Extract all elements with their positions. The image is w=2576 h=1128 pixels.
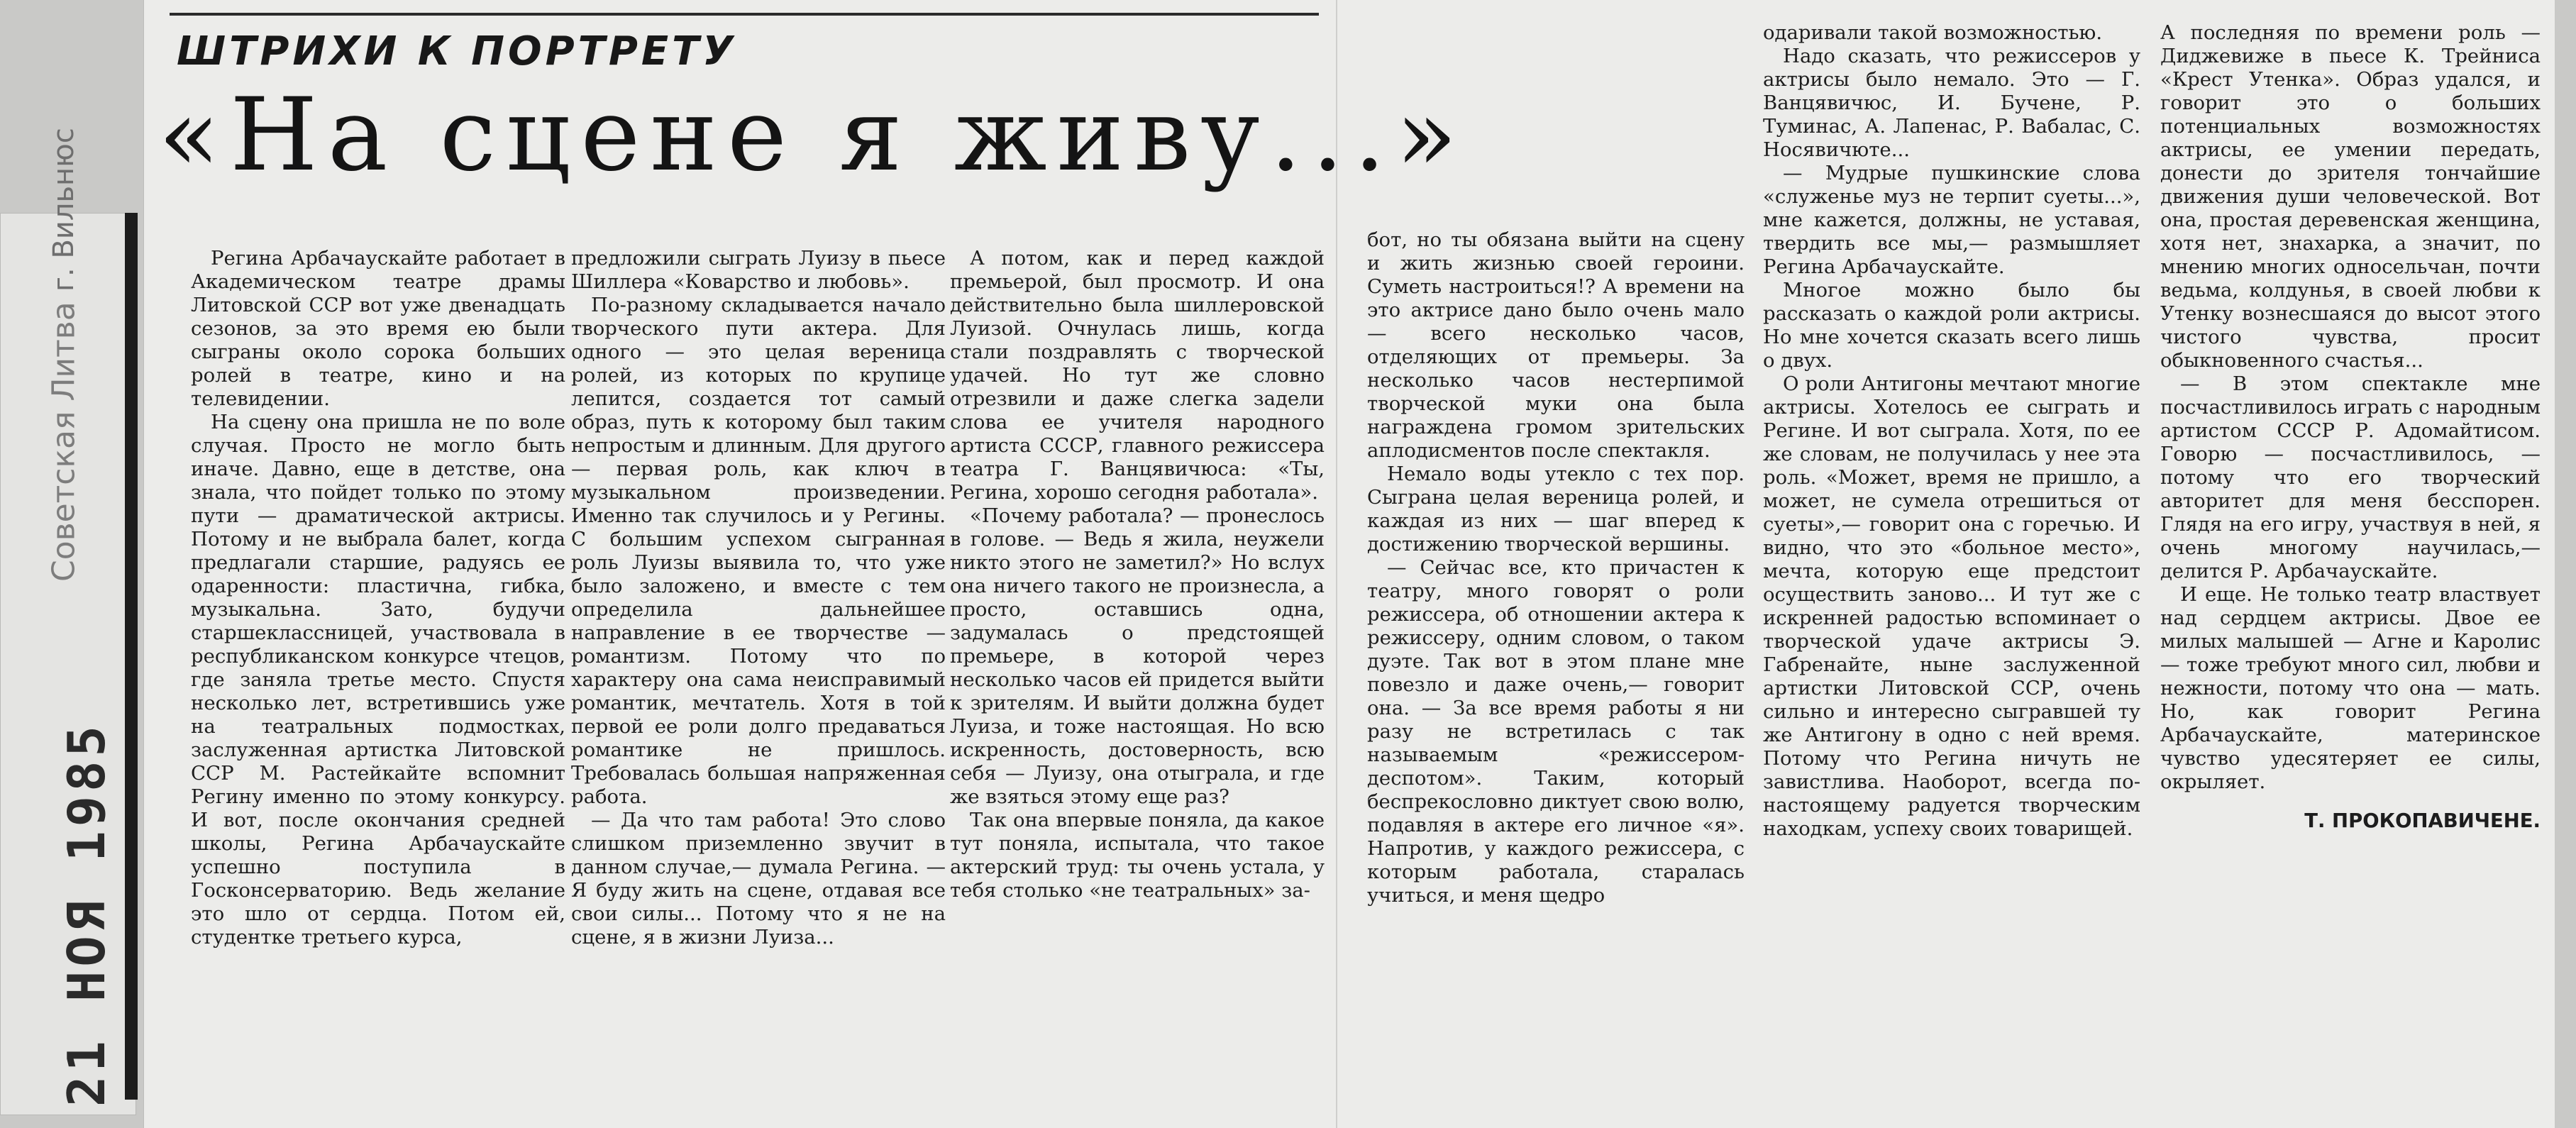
article-rubric: ШТРИХИ К ПОРТРЕТУ (177, 28, 737, 74)
publication-name: Советская Литва (45, 302, 82, 582)
paragraph: А последняя по времени роль — Диджевижe в пьесе К. Трейниса «Крест Утенка». Образ удался, и говорит это о больших потенциальных возможностях актрисы, ее умении передать, донести до зрителя тончайшие движения души человеческой. Вот она, простая деревенская женщина, хотя нет, знахарка, а значит, по мнению многих односельчан, почти ведьма, колдунья, в своей любви к Утенку вознесшаяся до высот этого чистого чувства, просит обыкновенного счастья... (2160, 21, 2541, 372)
paragraph: Так она впервые поняла, да какое тут поняла, испытала, что такое актерский труд: ты очень устала, у тебя столько «не театральных» за- (950, 809, 1325, 902)
paragraph: Многое можно было бы рассказать о каждой роли актрисы. Но мне хочется сказать всего лишь о двух. (1763, 279, 2140, 372)
paragraph: — Да что там работа! Это слово слишком приземленно звучит в данном случае,— думала Регина. — Я буду жить на сцене, отдавая все свои силы... Потому что я не на сцене, я в жизни Луиза... (571, 809, 946, 949)
paragraph: О роли Антигоны мечтают многие актрисы. Хотелось ее сыграть и Регине. И вот сыграла. Хотя, по ее же словам, не получилась у нее эта роль. «Может, время не пришло, а может, не сумела отрешиться от суеты»,— говорит она с горечью. И видно, что это «больное место», мечта, которую еще предстоит осуществить заново... И тут же с искренней радостью вспоминает о творческой удаче актрисы Э. Габренайте, ныне заслуженной артистки Литовской ССР, очень сильно и интересно сыгравшей ту же Антигону в одно с ней время. Потому что Регина ничуть не завистлива. Наоборот, всегда по-настоящему радуется творческим находкам, успеху своих товарищей. (1763, 372, 2140, 840)
text-column-4 (1367, 228, 1745, 1124)
text-column-1 (191, 247, 565, 1124)
paragraph: «Почему работала? — пронеслось в голове. — Ведь я жила, неужели никто этого не заметил?» Но вслух она ничего такого не произнесла, а просто, оставшись одна, задумалась о предстоящей премьере, в которой через несколько часов ей придется выйти к зрителям. И выйти должна будет Луиза, и тоже настоящая. Но всю искренность, достоверность, всю себя — Луизу, она отыграла, и где же взяться этому еще раз? (950, 504, 1325, 808)
paragraph: одаривали такой возможностью. (1763, 21, 2103, 44)
clipping-divider-line (125, 213, 138, 1100)
paragraph: Немало воды утекло с тех пор. Сыграна целая вереница ролей, и каждая из них — шаг вперед к достижению творческой вершины. (1367, 463, 1745, 555)
author-signature: Т. ПРОКОПАВИЧЕНЕ. (2304, 809, 2541, 832)
paragraph: — Сейчас все, кто причастен к театру, много говорят о роли режиссера, об отношении актера к режиссеру, одним словом, о таком дуэте. Так вот в этом плане мне повезло и даже очень,— говорит она. — За все время работы я ни разу не встретилась с так называемым «режиссером-деспотом». Таким, который беспрекословно диктует свою волю, подавляя в актере его личное «я». Напротив, у каждого режиссера, с которым работала, старалась учиться, и меня щедро (1367, 556, 1745, 907)
text-column-6 (2160, 21, 2541, 1124)
paragraph: А потом, как и перед каждой премьерой, был просмотр. И она действительно была шиллеровской Луизой. Очнулась лишь, когда стали поздравлять с творческой удачей. Но тут же словно отрезвили и даже слегка задели слова ее учителя народного артиста СССР, главного режиссера театра Г. Ванцявичюса: «Ты, Регина, хорошо сегодня работала». (950, 247, 1325, 504)
newspaper-article (143, 0, 2555, 1128)
publication-label (14, 128, 114, 582)
rubric-rule (170, 13, 1319, 16)
paragraph: — Мудрые пушкинские слова «служенье муз не терпит суеты...», мне кажется, должны, не уставая, твердить все мы,— размышляет Регина Арбачаускайте. (1763, 162, 2140, 278)
paragraph: Надо сказать, что режиссеров у актрисы было немало. Это — Г. Ванцявичюс, И. Бучене, Р. Туминас, А. Лапенас, Р. Вабалас, С. Носявичюте... (1763, 45, 2140, 161)
text-column-3 (950, 247, 1325, 1124)
paragraph: бот, но ты обязана выйти на сцену и жить жизнью своей героини. Суметь настроиться!? А времени на это актрисе дано было очень мало — всего несколько часов, отделяющих от премьеры. За несколько часов нестерпимой творческой муки она была награждена громом зрительских аплодисментов после спектакля. (1367, 228, 1745, 462)
paragraph: На сцену она пришла не по воле случая. Просто не могло быть иначе. Давно, еще в детстве, она знала, что пойдет только по этому пути — драматической актрисы. Потому и не выбрала балет, когда предлагали старшие, радуясь ее одаренности: пластична, гибка, музыкальна. Зато, будучи старшеклассницей, участвовала в республиканском конкурсе чтецов, где заняла третье место. Спустя несколько лет, встретившись уже на театральных подмостках, заслуженная артистка Литовской ССР М. Растейкайте вспомнит Регину именно по этому конкурсу. И вот, после окончания средней школы, Регина Арбачаускайте успешно поступила в Госконсерваторию. Ведь желание это шло от сердца. Потом ей, студентке третьего курса, (191, 411, 565, 949)
date-stamp: 21 НОЯ 1985 (57, 721, 116, 1107)
paragraph: Регина Арбачаускайте работает в Академическом театре драмы Литовской ССР вот уже двенадцать сезонов, за это время ею были сыграны около сорока больших ролей в театре, кино и на телевидении. (191, 247, 565, 410)
article-header (144, 0, 1467, 241)
article-headline: «На сцене я живу...» (158, 77, 1467, 194)
paragraph: — В этом спектакле мне посчастливилось играть с народным артистом СССР Р. Адомайтисом. Говорю — посчастливилось, — потому что его творческий авторитет для меня бесспорен. Глядя на его игру, участвуя в ней, я очень многому научилась,— делится Р. Арбачаускайте. (2160, 372, 2541, 582)
paragraph: предложили сыграть Луизу в пьесе Шиллера «Коварство и любовь». (571, 247, 946, 293)
paragraph: По-разному складывается начало творческого пути актера. Для одного — это целая вереница ролей, из которых по крупице лепится, создается тот самый образ, путь к которому был таким непростым и длинным. Для другого — первая роль, как ключ в музыкальном произведении. Именно так случилось и у Регины. С большим успехом сыгранная роль Луизы выявила то, что уже было заложено, и вместе с тем определила дальнейшее направление в ее творчестве — романтизм. Потому что по характеру она сама неисправимый романтик, мечтатель. Хотя в той первой ее роли долго предаваться романтике не пришлось. Требовалась большая напряженная работа. (571, 294, 946, 808)
text-column-5 (1763, 21, 2140, 1124)
paragraph: И еще. Не только театр властвует над сердцем актрисы. Двое ее милых малышей — Агне и Каролис — тоже требуют много сил, любви и нежности, потому что она — мать. Но, как говорит Регина Арбачаускайте, материнское чувство удесятеряет ее силы, окрыляет. (2160, 583, 2541, 793)
text-column-2 (571, 247, 946, 1124)
publication-city: г. Вильнюс (48, 128, 80, 292)
